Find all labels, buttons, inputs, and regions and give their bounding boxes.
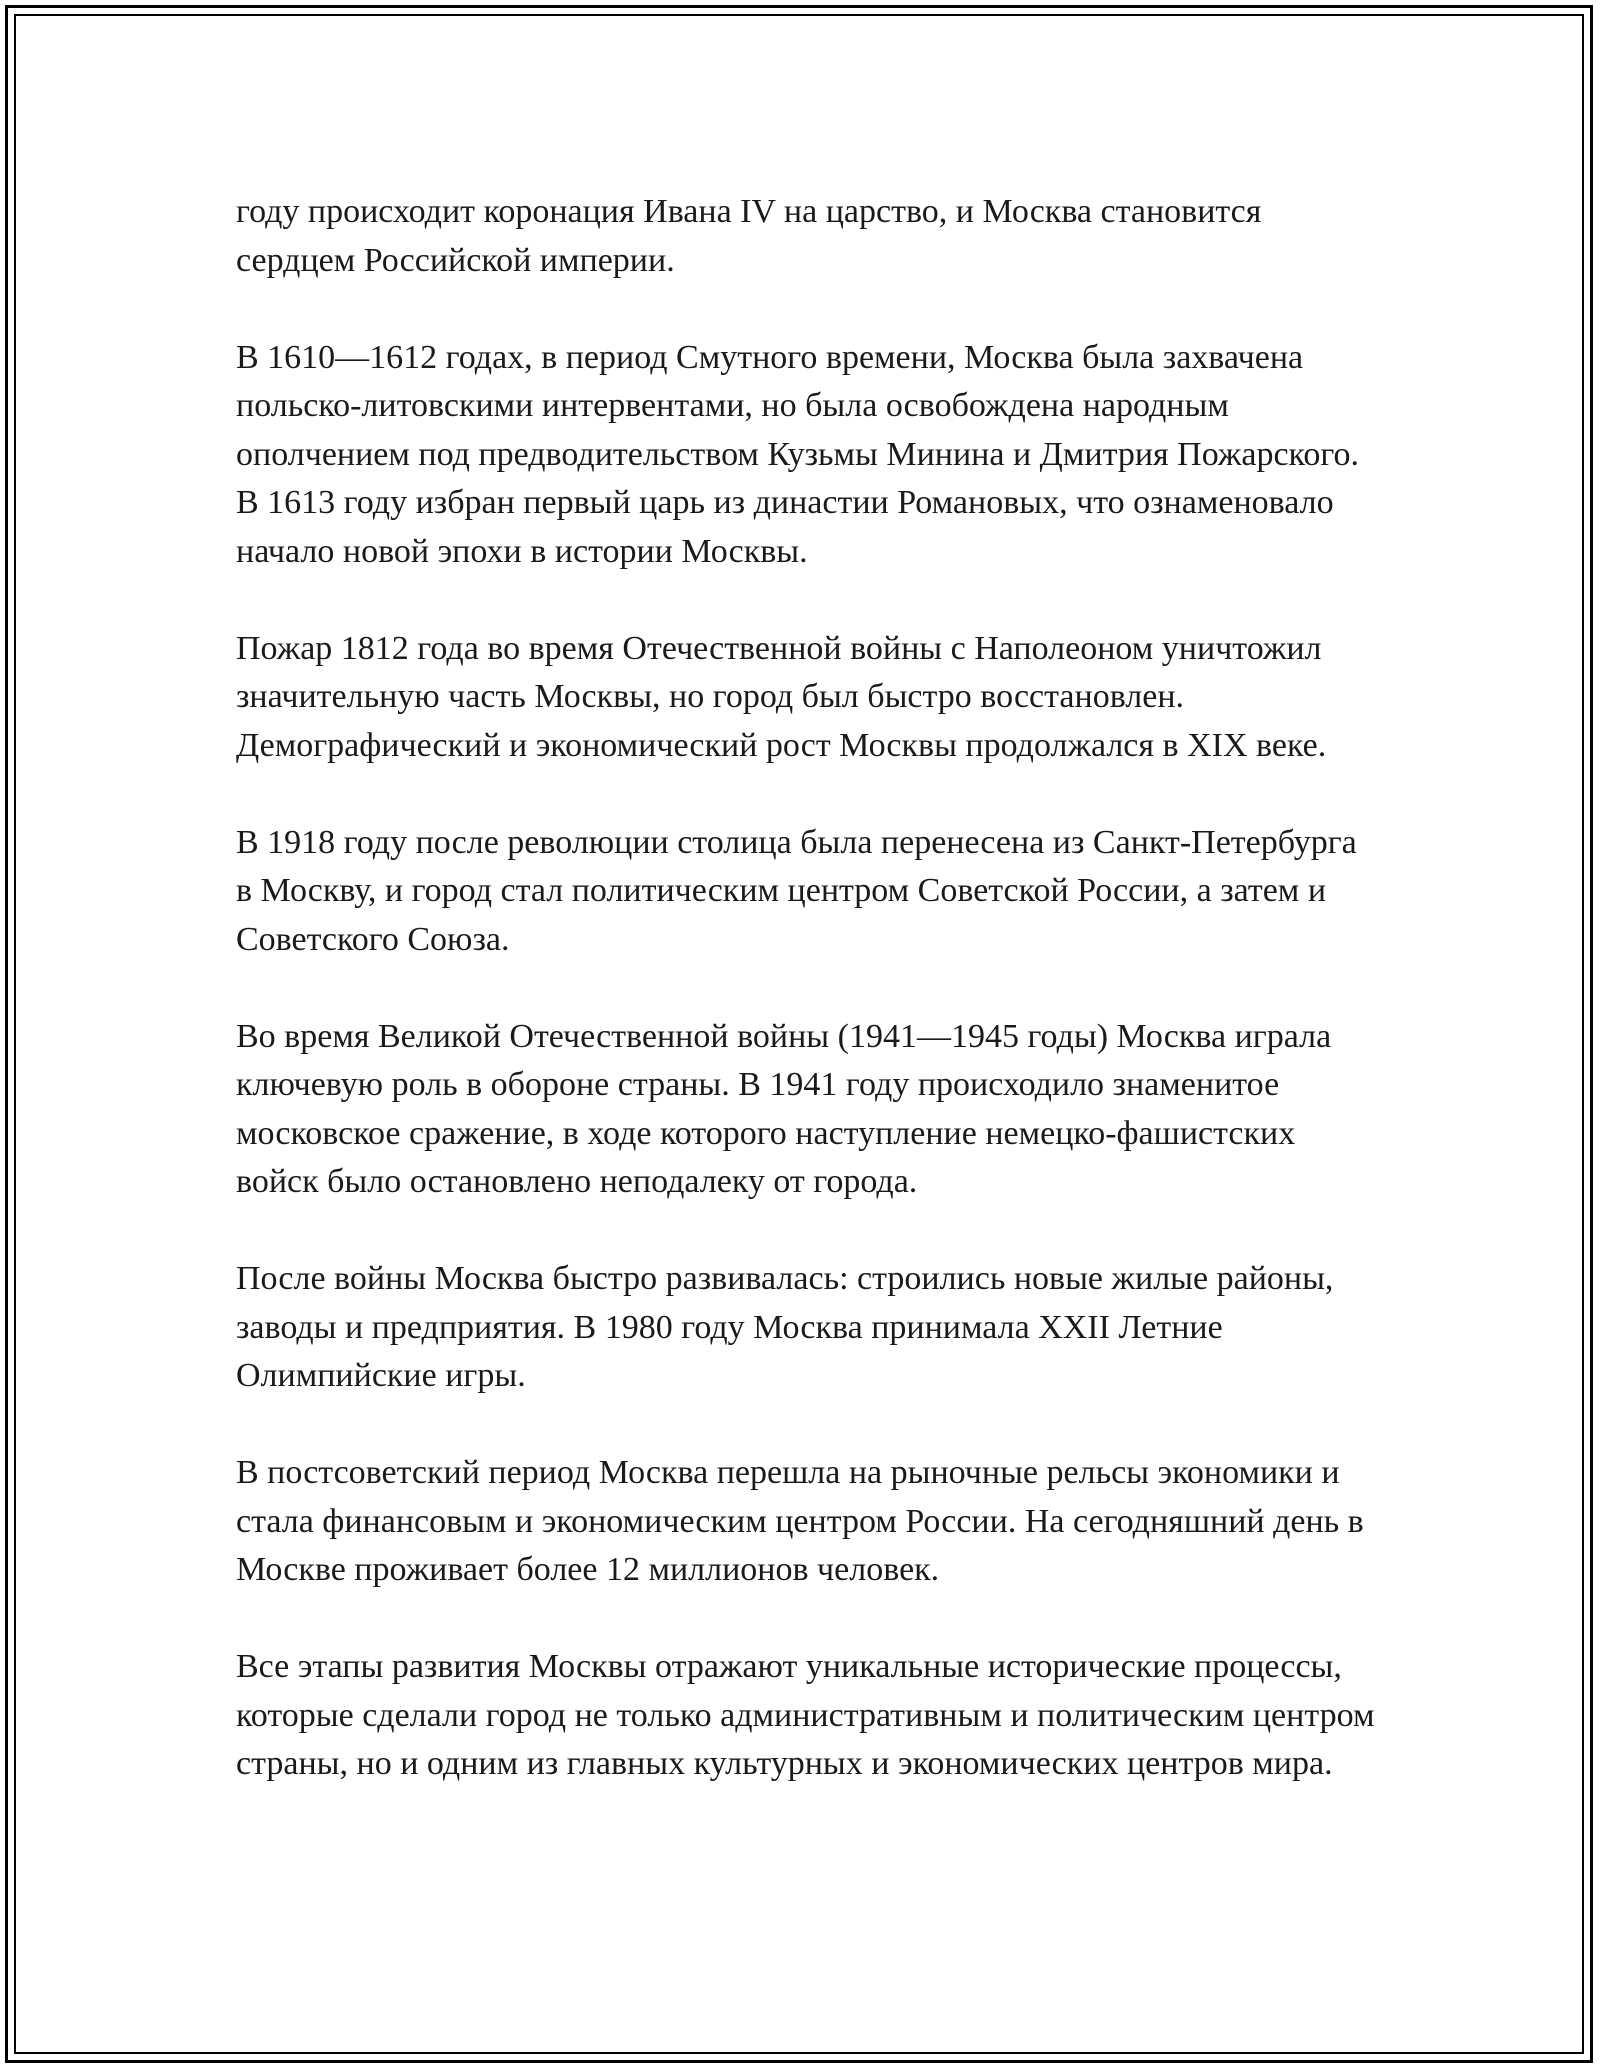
paragraph-postwar: После войны Москва быстро развивалась: строились новые жилые районы, заводы и предприятия. В 1980 году Москва принимала XXII Летние Олимпийские игры.	[236, 1260, 1334, 1394]
paragraph-coronation: году происходит коронация Ивана IV на царство, и Москва становится сердцем Российской империи.	[236, 193, 1262, 279]
paragraph-great-patriotic-war: Во время Великой Отечественной войны (1941—1945 годы) Москва играла ключевую роль в обороне страны. В 1941 году происходило знаменитое московское сражение, в ходе которого наступление немецко-фашистских войск было остановлено неподалеку от города.	[236, 1017, 1332, 1200]
paragraph-post-soviet: В постсоветский период Москва перешла на рыночные рельсы экономики и стала финансовым и экономическим центром России. На сегодняшний день в Москве проживает более 12 миллионов человек.	[236, 1454, 1364, 1588]
paragraph-conclusion: Все этапы развития Москвы отражают уникальные исторические процессы, которые сделали город не только административным и политическим центром страны, но и одним из главных культурных и экономических центров мира.	[236, 1648, 1375, 1782]
paragraph-time-of-troubles: В 1610—1612 годах, в период Смутного времени, Москва была захвачена польско-литовскими интервентами, но была освобождена народным ополчением под предводительством Кузьмы Минина и Дмитрия Пожарского. В 1613 году избран первый царь из династии Романовых, что ознаменовало начало новой эпохи в истории Москвы.	[236, 338, 1359, 570]
paragraph-fire-1812: Пожар 1812 года во время Отечественной войны с Наполеоном уничтожил значительную часть Москвы, но город был быстро восстановлен. Демографический и экономический рост Москвы продолжался в XIX веке.	[236, 629, 1327, 764]
document-body	[236, 188, 1376, 1789]
paragraph-capital-1918: В 1918 году после революции столица была перенесена из Санкт-Петербурга в Москву, и город стал политическим центром Советской России, а затем и Советского Союза.	[236, 823, 1357, 958]
